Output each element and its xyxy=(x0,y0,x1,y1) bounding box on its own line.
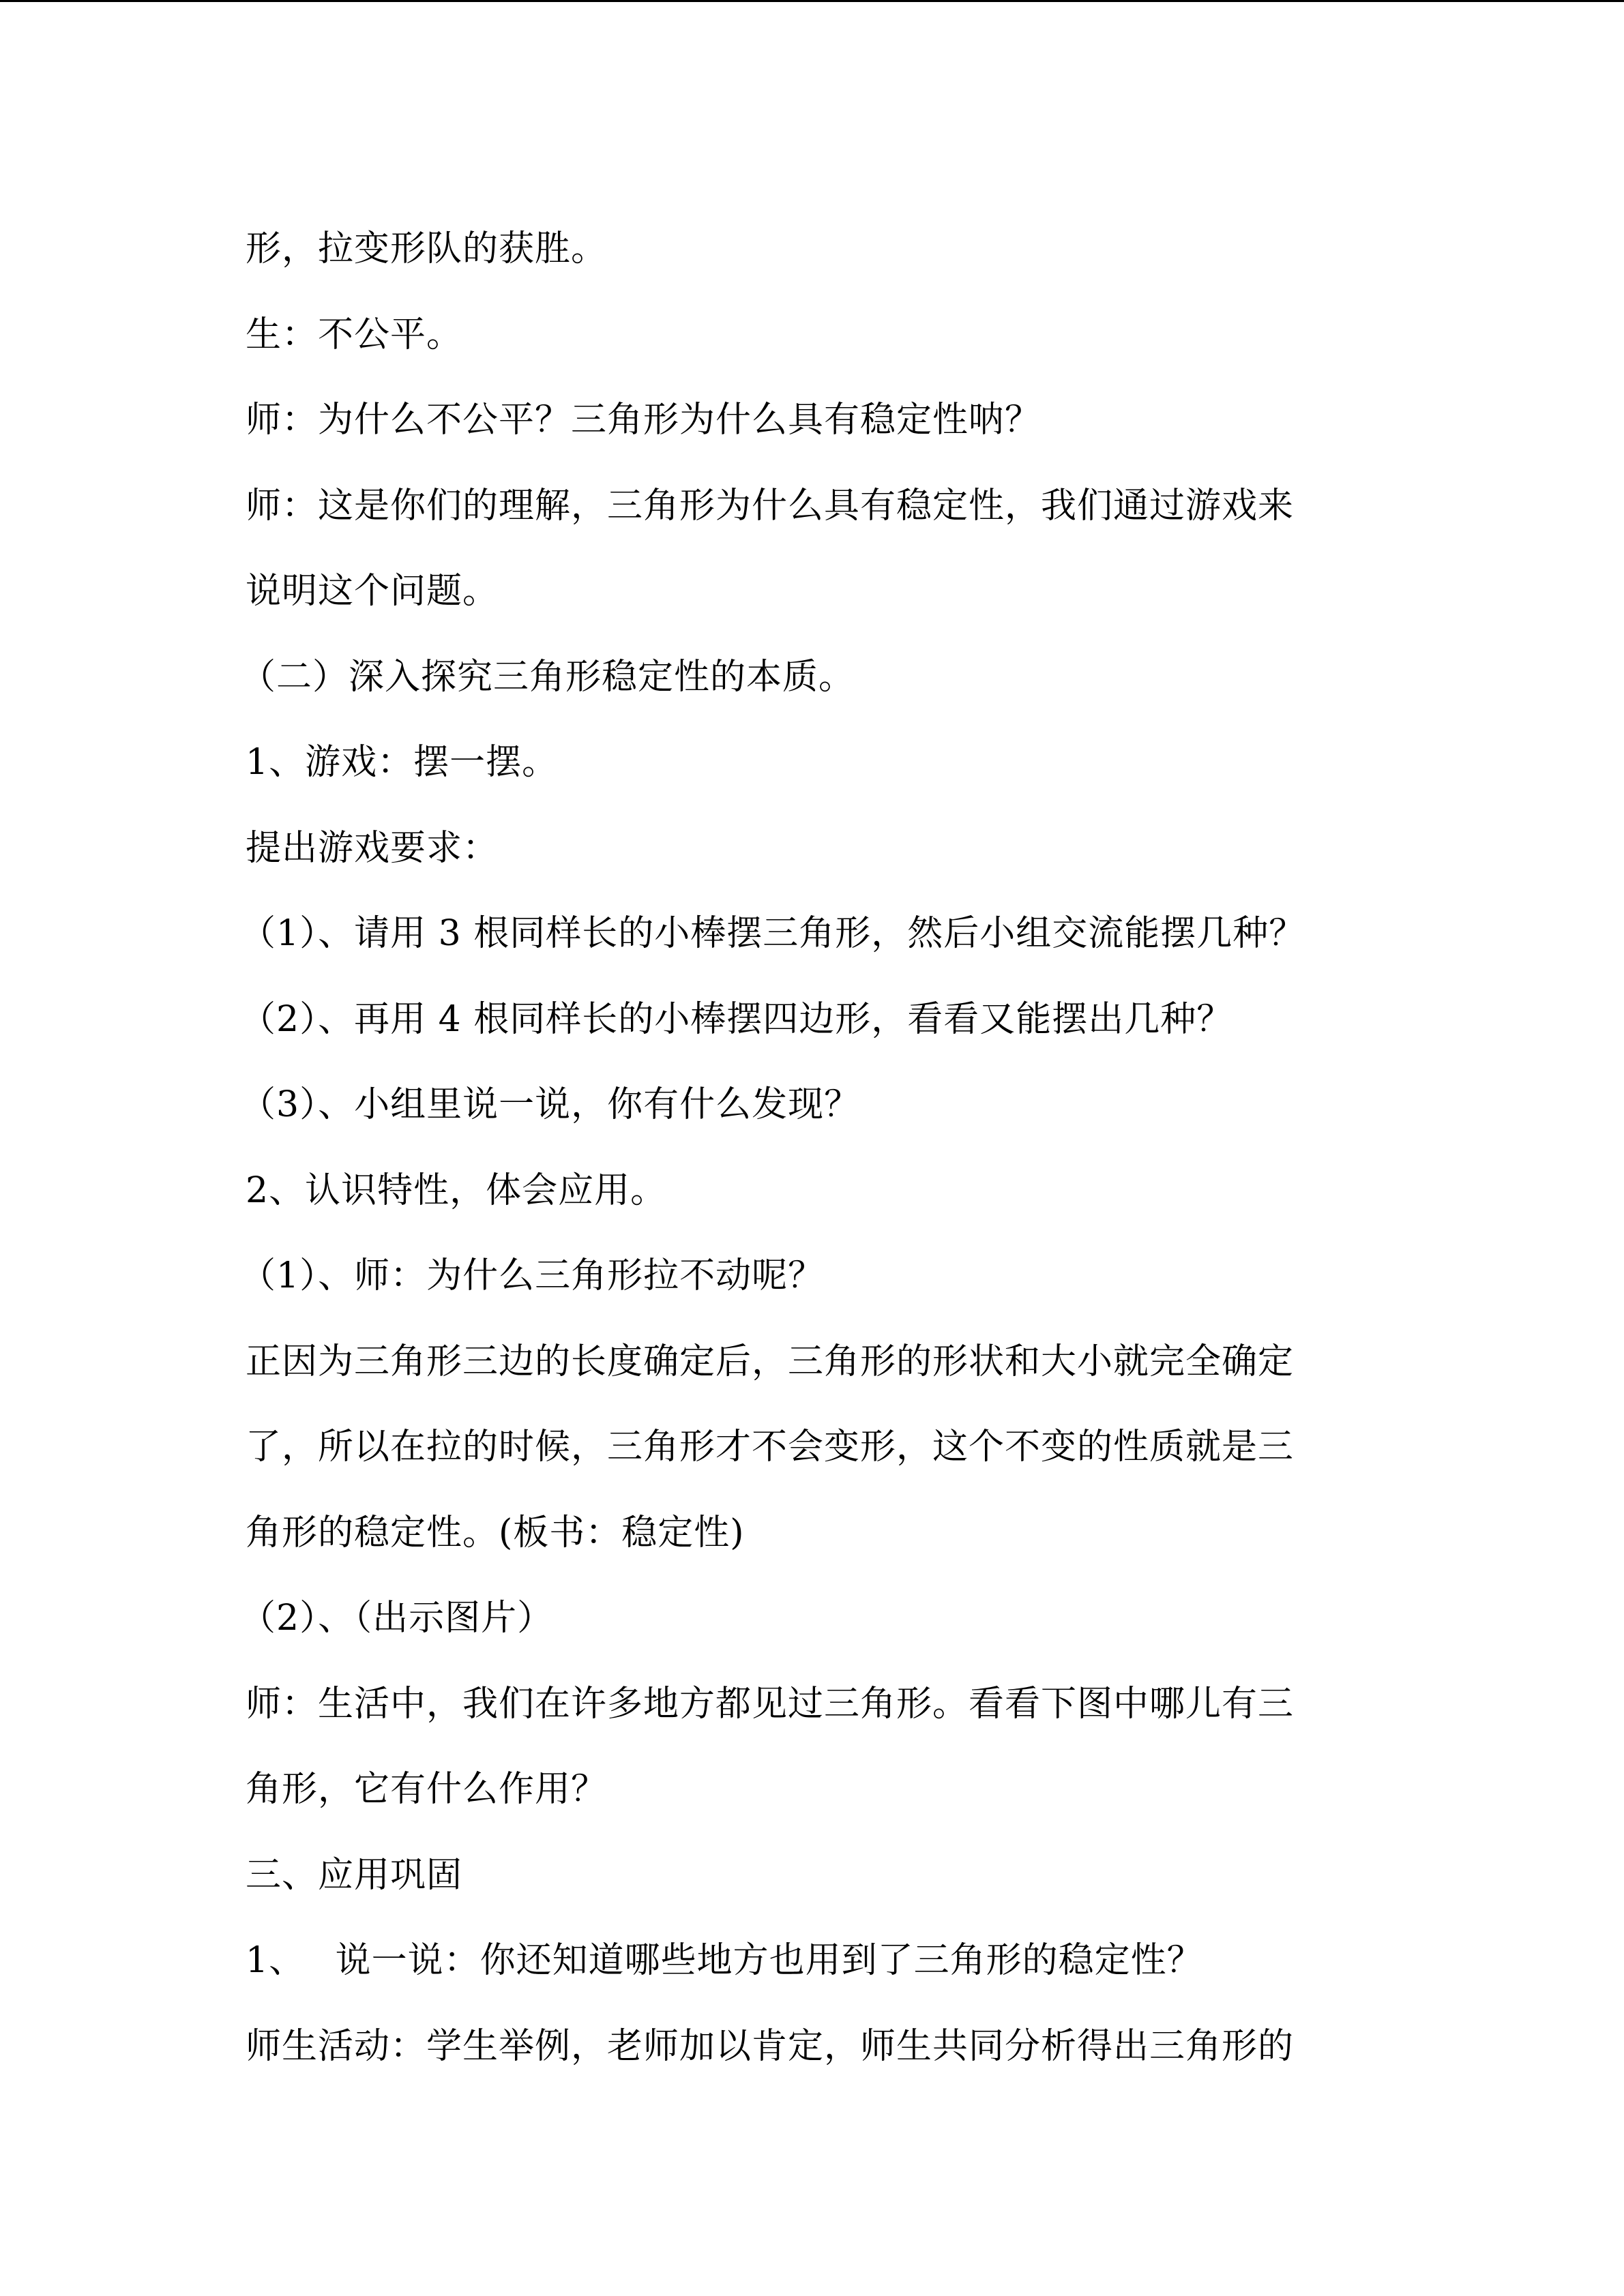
list-item: （2）、再用 4 根同样长的小棒摆四边形，看看又能摆出几种？ xyxy=(240,998,1233,1040)
list-item: （3）、小组里说一说，你有什么发现？ xyxy=(240,1084,861,1125)
paragraph-line: 角形的稳定性。(板书：稳定性) xyxy=(246,1512,745,1553)
paragraph-line: 师：这是你们的理解，三角形为什么具有稳定性，我们通过游戏来 xyxy=(246,485,1295,526)
list-item: （1）、请用 3 根同样长的小棒摆三角形，然后小组交流能摆几种？ xyxy=(240,913,1305,954)
paragraph-line: 正因为三角形三边的长度确定后，三角形的形状和大小就完全确定 xyxy=(246,1341,1295,1382)
paragraph-line: 生：不公平。 xyxy=(246,314,463,355)
paragraph-line: 师生活动：学生举例，老师加以肯定，师生共同分析得出三角形的 xyxy=(246,2025,1295,2067)
list-item: （2）、（出示图片） xyxy=(240,1598,554,1639)
paragraph-line: 提出游戏要求： xyxy=(246,827,499,869)
list-item: 1、 说一说：你还知道哪些地方也用到了三角形的稳定性？ xyxy=(246,1940,1203,1981)
paragraph-line: 角形，它有什么作用？ xyxy=(246,1769,608,1810)
paragraph-line: 说明这个问题。 xyxy=(246,571,499,612)
paragraph-line: 了，所以在拉的时候，三角形才不会变形，这个不变的性质就是三 xyxy=(246,1427,1295,1467)
paragraph-line: 师：为什么不公平？三角形为什么具有稳定性呐？ xyxy=(246,400,1042,441)
list-item: 1、游戏：摆一摆。 xyxy=(246,742,559,783)
paragraph-line: 形，拉变形队的获胜。 xyxy=(246,228,608,269)
list-item: （1）、师：为什么三角形拉不动呢？ xyxy=(240,1255,825,1296)
list-item: 2、认识特性，体会应用。 xyxy=(246,1169,667,1211)
document-body xyxy=(240,207,1364,2089)
section-heading: 三、应用巩固 xyxy=(246,1854,463,1896)
section-heading: （二）深入探究三角形稳定性的本质。 xyxy=(240,656,855,698)
paragraph-line: 师：生活中，我们在许多地方都见过三角形。看看下图中哪儿有三 xyxy=(246,1683,1295,1725)
